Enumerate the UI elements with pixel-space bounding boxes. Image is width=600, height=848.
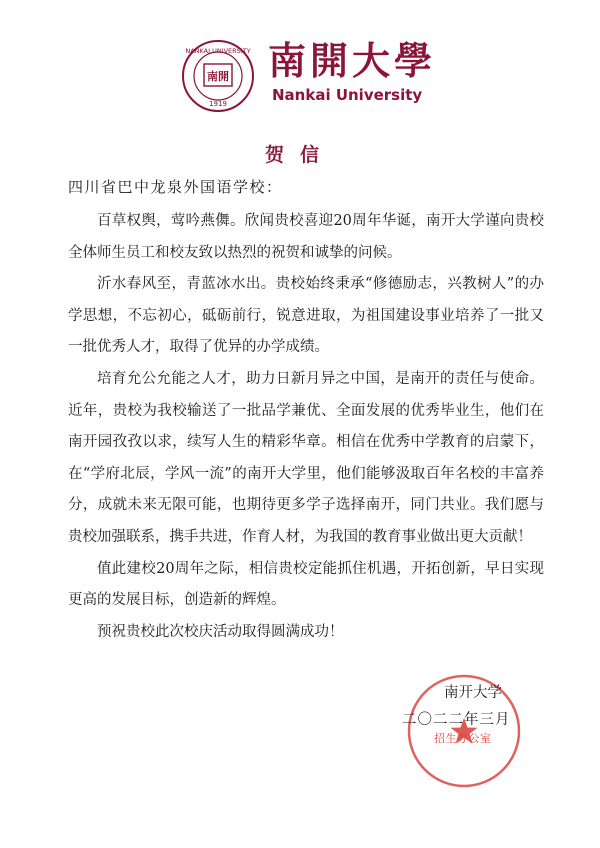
letter-title: 贺信 xyxy=(264,144,335,166)
signature: 南开大学 xyxy=(444,685,502,701)
paragraph: 百草权舆，莺吟燕儛。欣闻贵校喜迎20周年华诞，南开大学谨向贵校全体师生员工和校友致以热烈的祝贺和诚挚的问候。 xyxy=(68,213,544,261)
seal-department: 招生办公室 xyxy=(434,732,492,745)
salutation: 四川省巴中龙泉外国语学校： xyxy=(68,178,283,196)
university-name-en: Nankai University xyxy=(272,86,423,104)
university-name-cn: 南開大學 xyxy=(268,38,437,83)
svg-text:NANKAI UNIVERSITY: NANKAI UNIVERSITY xyxy=(185,47,251,55)
paragraph: 预祝贵校此次校庆活动取得圆满成功！ xyxy=(97,623,344,640)
svg-text:1919: 1919 xyxy=(209,100,227,108)
letterhead xyxy=(180,38,437,118)
svg-text:南開: 南開 xyxy=(207,70,229,83)
nankai-emblem-icon xyxy=(180,38,256,114)
paragraph: 培育允公允能之人才，助力日新月异之中国，是南开的责任与使命。近年，贵校为我校输送了一批品学兼优、全面发展的优秀毕业生，他们在南开园孜孜以求，续写人生的精彩华章。相信在优秀中学教育的启蒙下，在“学府北辰，学风一流”的南开大学里，他们能够汲取百年名校的丰富养分，成就未来无限可能，也期待更多学子选择南开，同门共业。我们愿与贵校加强联系，携手共进，作育人材，为我国的教育事业做出更大贡献！ xyxy=(68,370,544,545)
paragraph: 值此建校20周年之际，相信贵校定能抓住机遇，开拓创新，早日实现更高的发展目标，创造新的辉煌。 xyxy=(68,560,544,609)
paragraph: 沂水春风至，青蓝冰水出。贵校始终秉承“修德励志，兴教树人”的办学思想，不忘初心，砥砺前行，锐意进取，为祖国建设事业培养了一批又一批优秀人才，取得了优异的办学成绩。 xyxy=(68,276,544,356)
letter-body xyxy=(68,206,544,648)
letter-date: 二〇二二年三月 xyxy=(402,712,511,728)
